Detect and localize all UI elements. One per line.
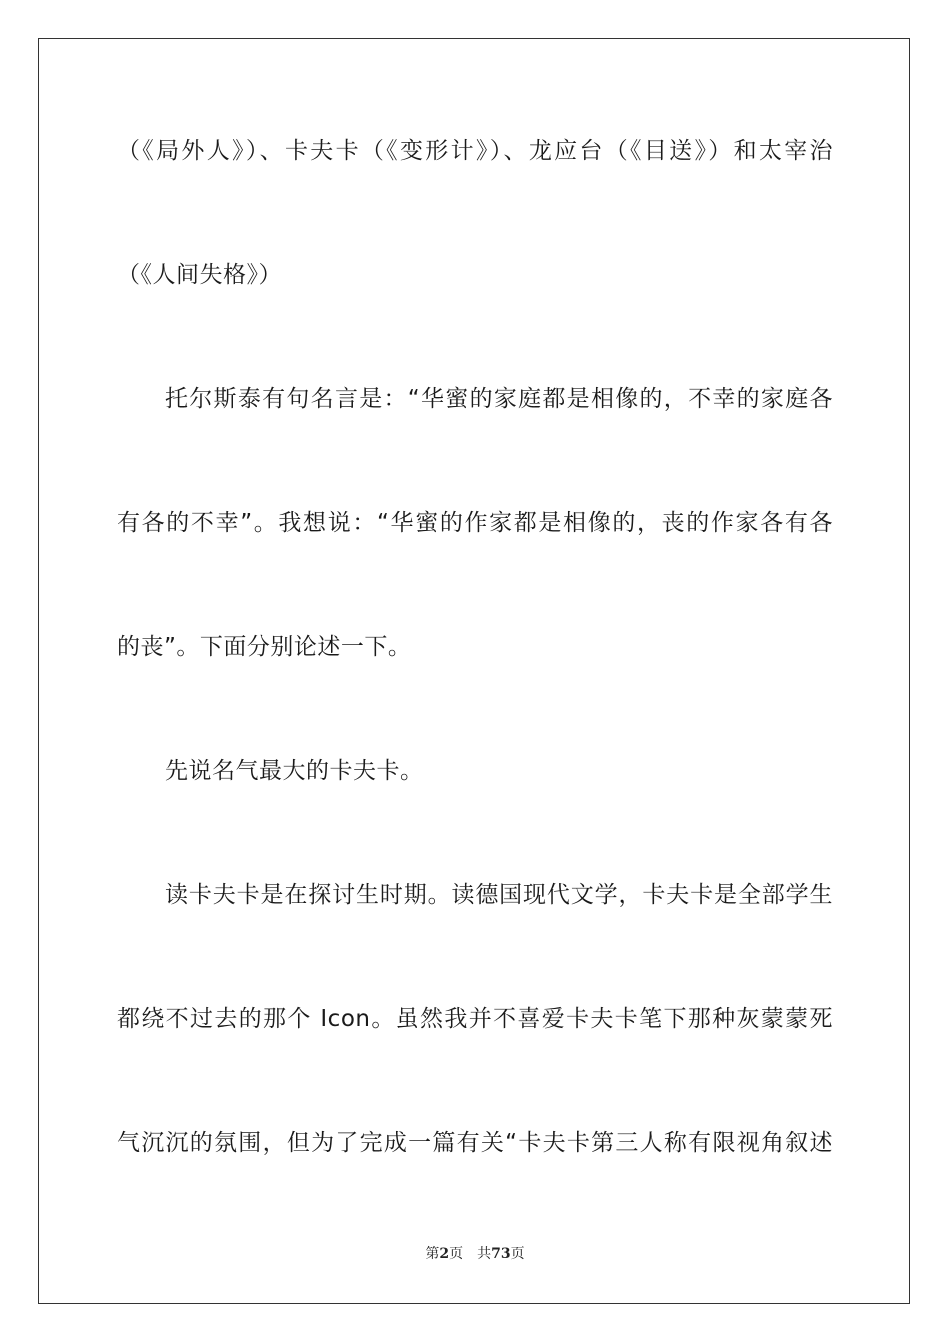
footer-total-prefix: 共 — [477, 1246, 492, 1262]
text-line-1: （《局外人》）、卡夫卡（《变形计》）、龙应台（《目送》）和太宰治 — [117, 138, 833, 164]
paragraph-start-line: 先说名气最大的卡夫卡。 — [165, 758, 424, 784]
paragraph-start-line: 托尔斯泰有句名言是：“华蜜的家庭都是相像的，不幸的家庭各 — [165, 386, 833, 412]
page-border — [38, 38, 910, 1304]
footer-prefix: 第 — [425, 1246, 440, 1262]
page-footer — [0, 1245, 950, 1263]
total-page-count: 73 — [491, 1246, 511, 1262]
text-line-5: 的丧”。下面分别论述一下。 — [117, 634, 412, 660]
text-line-9: 气沉沉的氛围，但为了完成一篇有关“卡夫卡第三人称有限视角叙述 — [117, 1130, 833, 1156]
text-line-8: 都绕不过去的那个 Icon。虽然我并不喜爱卡夫卡笔下那种灰蒙蒙死 — [117, 1006, 833, 1032]
current-page-number: 2 — [439, 1246, 450, 1262]
paragraph-start-line: 读卡夫卡是在探讨生时期。读德国现代文学，卡夫卡是全部学生 — [165, 882, 833, 908]
footer-page-unit: 页 — [449, 1246, 464, 1262]
footer-total-unit: 页 — [510, 1246, 525, 1262]
text-line-4: 有各的不幸”。我想说：“华蜜的作家都是相像的，丧的作家各有各 — [117, 510, 833, 536]
text-line-2: （《人间失格》） — [117, 262, 282, 288]
